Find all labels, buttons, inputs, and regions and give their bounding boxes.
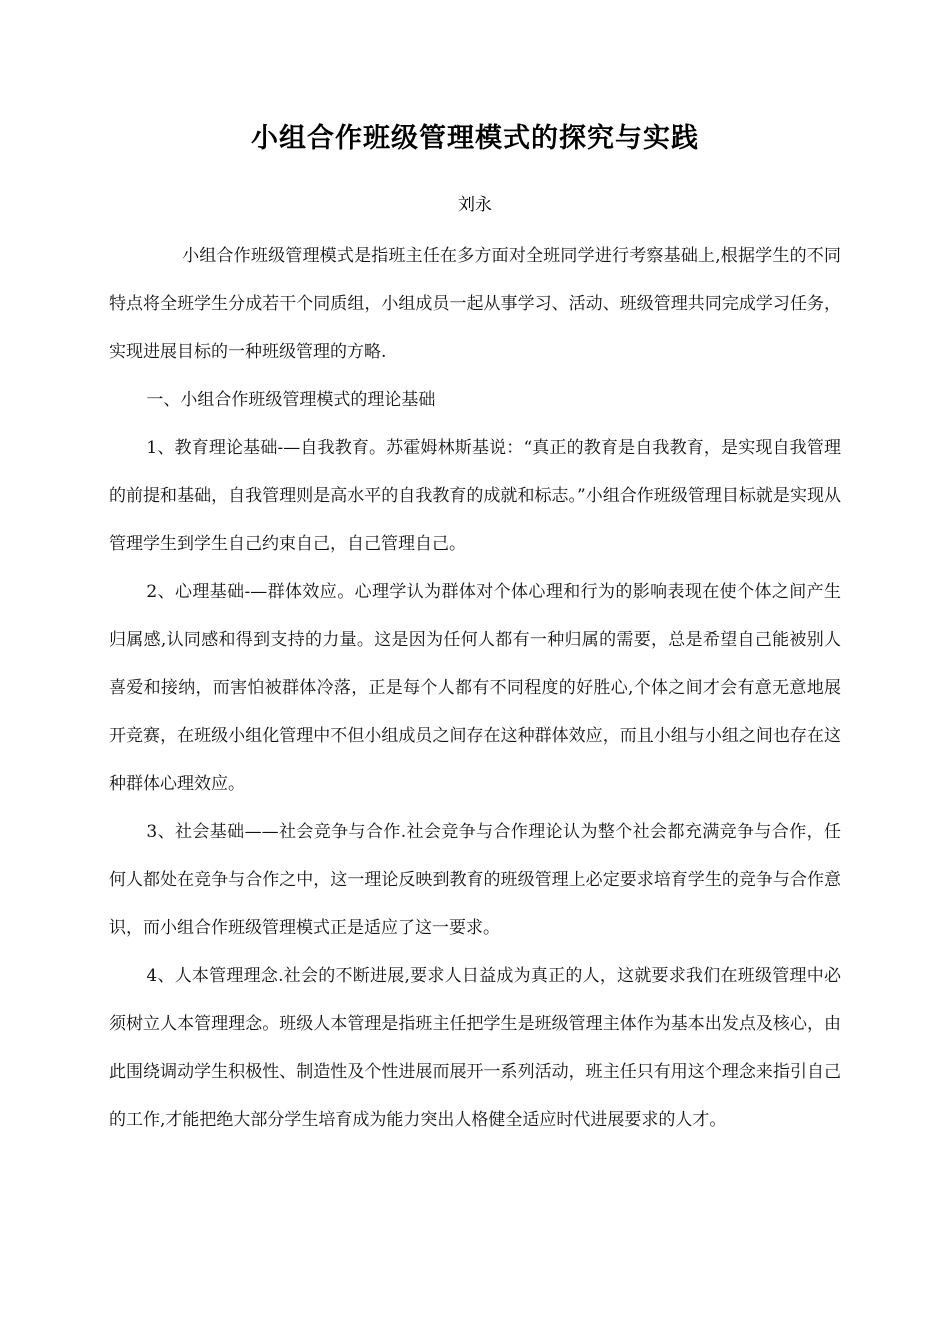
document-body [109,232,841,1144]
body-paragraph-1: 1、教育理论基础-—自我教育。苏霍姆林斯基说：“真正的教育是自我教育，是实现自我管理的前提和基础，自我管理则是高水平的自我教育的成就和标志。”小组合作班级管理目标就是实现从管理学生到学生自己约束自己，自己管理自己。 [109,438,841,554]
section-heading: 一、小组合作班级管理模式的理论基础 [146,390,436,410]
body-paragraph-2: 2、心理基础-—群体效应。心理学认为群体对个体心理和行为的影响表现在使个体之间产生归属感,认同感和得到支持的力量。这是因为任何人都有一种归属的需要，总是希望自己能被别人喜爱和接纳，而害怕被群体冷落，正是每个人都有不同程度的好胜心,个体之间才会有意无意地展开竞赛，在班级小组化管理中不但小组成员之间存在这种群体效应，而且小组与小组之间也存在这种群体心理效应。 [109,582,841,794]
document-title: 小组合作班级管理模式的探究与实践 [251,123,699,154]
intro-paragraph: 小组合作班级管理模式是指班主任在多方面对全班同学进行考察基础上,根据学生的不同特点将全班学生分成若干个同质组，小组成员一起从事学习、活动、班级管理共同完成学习任务，实现进展目标的一种班级管理的方略. [109,246,841,362]
body-paragraph-3: 3、社会基础——社会竞争与合作.社会竞争与合作理论认为整个社会都充满竞争与合作，任何人都处在竞争与合作之中，这一理论反映到教育的班级管理上必定要求培育学生的竞争与合作意识，而小组合作班级管理模式正是适应了这一要求。 [109,822,841,938]
document-author: 刘永 [458,195,492,215]
body-paragraph-4: 4、人本管理理念.社会的不断进展,要求人日益成为真正的人，这就要求我们在班级管理中必须树立人本管理理念。班级人本管理是指班主任把学生是班级管理主体作为基本出发点及核心，由此围绕调动学生积极性、制造性及个性进展而展开一系列活动，班主任只有用这个理念来指引自己的工作,才能把绝大部分学生培育成为能力突出人格健全适应时代进展要求的人才。 [109,966,841,1130]
